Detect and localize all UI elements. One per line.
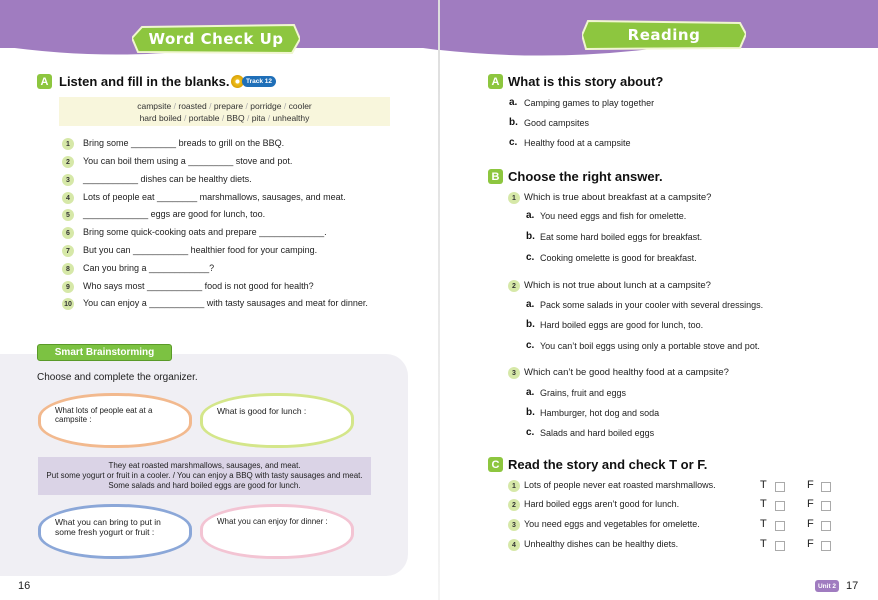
question-number: 3 bbox=[508, 367, 520, 379]
item-number: 1 bbox=[62, 138, 74, 150]
brainstorming-instructions: Choose and complete the organizer. bbox=[37, 372, 198, 383]
option-letter: c. bbox=[526, 252, 535, 263]
question-text: Which is not true about lunch at a campsite? bbox=[524, 280, 711, 291]
item-number: 3 bbox=[62, 174, 74, 186]
true-label: T bbox=[760, 518, 767, 530]
word-bank-row: campsite / roasted / prepare / porridge / cooler bbox=[137, 101, 312, 111]
banner-title: Word Check Up bbox=[148, 30, 284, 48]
word-bank bbox=[59, 97, 390, 126]
false-checkbox[interactable] bbox=[821, 501, 831, 511]
organizer-bubble-lunch[interactable] bbox=[200, 393, 354, 448]
question-number: 1 bbox=[508, 192, 520, 204]
item-text: Can you bring a ____________? bbox=[83, 263, 215, 273]
word: pita bbox=[251, 113, 266, 123]
organizer-bubble-dinner[interactable] bbox=[200, 504, 354, 559]
bubble-prompt: What you can bring to put in bbox=[55, 517, 161, 527]
word: portable bbox=[188, 113, 220, 123]
item-text: Bring some quick-cooking oats and prepare _____________. bbox=[83, 227, 327, 237]
word: cooler bbox=[288, 101, 312, 111]
option-letter: b. bbox=[526, 319, 535, 330]
false-label: F bbox=[807, 518, 814, 530]
section-badge-a: A bbox=[37, 74, 52, 89]
option-text[interactable]: Hamburger, hot dog and soda bbox=[540, 408, 660, 418]
smart-brainstorming-tag: Smart Brainstorming bbox=[37, 344, 172, 361]
option-letter: b. bbox=[509, 117, 518, 128]
option-text[interactable]: You need eggs and fish for omelette. bbox=[540, 211, 687, 221]
option-text[interactable]: Hard boiled eggs are good for lunch, too. bbox=[540, 320, 704, 330]
hint-line: Some salads and hard boiled eggs are good for lunch. bbox=[108, 481, 301, 490]
item-number: 4 bbox=[62, 192, 74, 204]
option-letter: b. bbox=[526, 231, 535, 242]
true-checkbox[interactable] bbox=[775, 541, 785, 551]
section-badge-a: A bbox=[488, 74, 503, 89]
word: campsite bbox=[137, 101, 172, 111]
option-text[interactable]: You can’t boil eggs using only a portable stove and pot. bbox=[540, 341, 760, 351]
section-title: Read the story and check T or F. bbox=[508, 457, 708, 472]
option-letter: c. bbox=[509, 137, 518, 148]
true-label: T bbox=[760, 479, 767, 491]
section-badge-b: B bbox=[488, 169, 503, 184]
item-number: 10 bbox=[62, 298, 74, 310]
option-letter: c. bbox=[526, 340, 535, 351]
bubble-prompt: some fresh yogurt or fruit : bbox=[55, 527, 155, 537]
true-checkbox[interactable] bbox=[775, 501, 785, 511]
option-letter: a. bbox=[526, 210, 535, 221]
audio-track-button[interactable] bbox=[231, 75, 276, 88]
item-text: Bring some _________ breads to grill on the BBQ. bbox=[83, 138, 285, 148]
word: porridge bbox=[250, 101, 282, 111]
organizer-bubble-bring[interactable] bbox=[38, 504, 192, 559]
hint-line: Put some yogurt or fruit in a cooler. / You can enjoy a BBQ with tasty sausages and meat. bbox=[46, 471, 363, 480]
item-text: Lots of people eat ________ marshmallows, sausages, and meat. bbox=[83, 192, 346, 202]
section-title: What is this story about? bbox=[508, 74, 664, 89]
question-text: Which is true about breakfast at a campsite? bbox=[524, 192, 712, 203]
item-text: _____________ eggs are good for lunch, too. bbox=[83, 209, 266, 219]
option-text[interactable]: Good campsites bbox=[524, 118, 590, 128]
page-number-right: 17 bbox=[846, 580, 859, 592]
statement-number: 4 bbox=[508, 539, 520, 551]
option-text[interactable]: Grains, fruit and eggs bbox=[540, 388, 627, 398]
section-title: Listen and fill in the blanks. bbox=[59, 74, 230, 89]
organizer-bubble-eat[interactable] bbox=[38, 393, 192, 448]
option-text[interactable]: Cooking omelette is good for breakfast. bbox=[540, 253, 697, 263]
false-label: F bbox=[807, 498, 814, 510]
statement-text: You need eggs and vegetables for omelette. bbox=[524, 519, 700, 529]
item-number: 2 bbox=[62, 156, 74, 168]
page-number-left: 16 bbox=[18, 580, 31, 592]
word-check-up-banner bbox=[132, 24, 300, 54]
false-checkbox[interactable] bbox=[821, 521, 831, 531]
word: prepare bbox=[213, 101, 244, 111]
word: hard boiled bbox=[139, 113, 182, 123]
true-label: T bbox=[760, 498, 767, 510]
question-text: Which can’t be good healthy food at a campsite? bbox=[524, 367, 729, 378]
item-text: ___________ dishes can be healthy diets. bbox=[83, 174, 252, 184]
reading-banner bbox=[582, 20, 746, 50]
false-checkbox[interactable] bbox=[821, 482, 831, 492]
option-text[interactable]: Eat some hard boiled eggs for breakfast. bbox=[540, 232, 703, 242]
statement-number: 1 bbox=[508, 480, 520, 492]
option-letter: a. bbox=[526, 299, 535, 310]
true-label: T bbox=[760, 538, 767, 550]
word: unhealthy bbox=[272, 113, 310, 123]
section-badge-c: C bbox=[488, 457, 503, 472]
item-number: 9 bbox=[62, 281, 74, 293]
word: roasted bbox=[178, 101, 207, 111]
banner-title: Reading bbox=[627, 26, 701, 44]
track-label: Track 12 bbox=[242, 76, 276, 87]
option-text[interactable]: Camping games to play together bbox=[524, 98, 655, 108]
option-letter: a. bbox=[509, 97, 518, 108]
hint-line: They eat roasted marshmallows, sausages, and meat. bbox=[108, 461, 301, 470]
statement-text: Hard boiled eggs aren’t good for lunch. bbox=[524, 499, 680, 509]
question-number: 2 bbox=[508, 280, 520, 292]
bubble-prompt: What is good for lunch : bbox=[217, 406, 307, 416]
item-number: 6 bbox=[62, 227, 74, 239]
item-number: 5 bbox=[62, 209, 74, 221]
option-letter: b. bbox=[526, 407, 535, 418]
option-letter: c. bbox=[526, 427, 535, 438]
bubble-prompt: What lots of people eat at a campsite : bbox=[55, 406, 153, 424]
option-letter: a. bbox=[526, 387, 535, 398]
statement-number: 2 bbox=[508, 499, 520, 511]
option-text[interactable]: Salads and hard boiled eggs bbox=[540, 428, 655, 438]
item-number: 7 bbox=[62, 245, 74, 257]
false-checkbox[interactable] bbox=[821, 541, 831, 551]
word: BBQ bbox=[226, 113, 245, 123]
statement-number: 3 bbox=[508, 519, 520, 531]
true-checkbox[interactable] bbox=[775, 521, 785, 531]
item-text: You can enjoy a ___________ with tasty sausages and meat for dinner. bbox=[83, 298, 368, 308]
false-label: F bbox=[807, 538, 814, 550]
item-number: 8 bbox=[62, 263, 74, 275]
bubble-prompt: What you can enjoy for dinner : bbox=[217, 517, 328, 526]
book-spine bbox=[438, 0, 440, 600]
true-checkbox[interactable] bbox=[775, 482, 785, 492]
statement-text: Unhealthy dishes can be healthy diets. bbox=[524, 539, 679, 549]
section-title: Choose the right answer. bbox=[508, 169, 663, 184]
statement-text: Lots of people never eat roasted marshmallows. bbox=[524, 480, 716, 490]
option-text[interactable]: Pack some salads in your cooler with several dressings. bbox=[540, 300, 764, 310]
item-text: But you can ___________ healthier food for your camping. bbox=[83, 245, 318, 255]
item-text: Who says most ___________ food is not good for health? bbox=[83, 281, 314, 291]
organizer-hint-box bbox=[38, 457, 371, 495]
word-bank-row: hard boiled / portable / BBQ / pita / unhealthy bbox=[139, 113, 310, 123]
item-text: You can boil them using a _________ stove and pot. bbox=[83, 156, 293, 166]
option-text[interactable]: Healthy food at a campsite bbox=[524, 138, 631, 148]
unit-badge: Unit 2 bbox=[815, 580, 839, 592]
false-label: F bbox=[807, 479, 814, 491]
